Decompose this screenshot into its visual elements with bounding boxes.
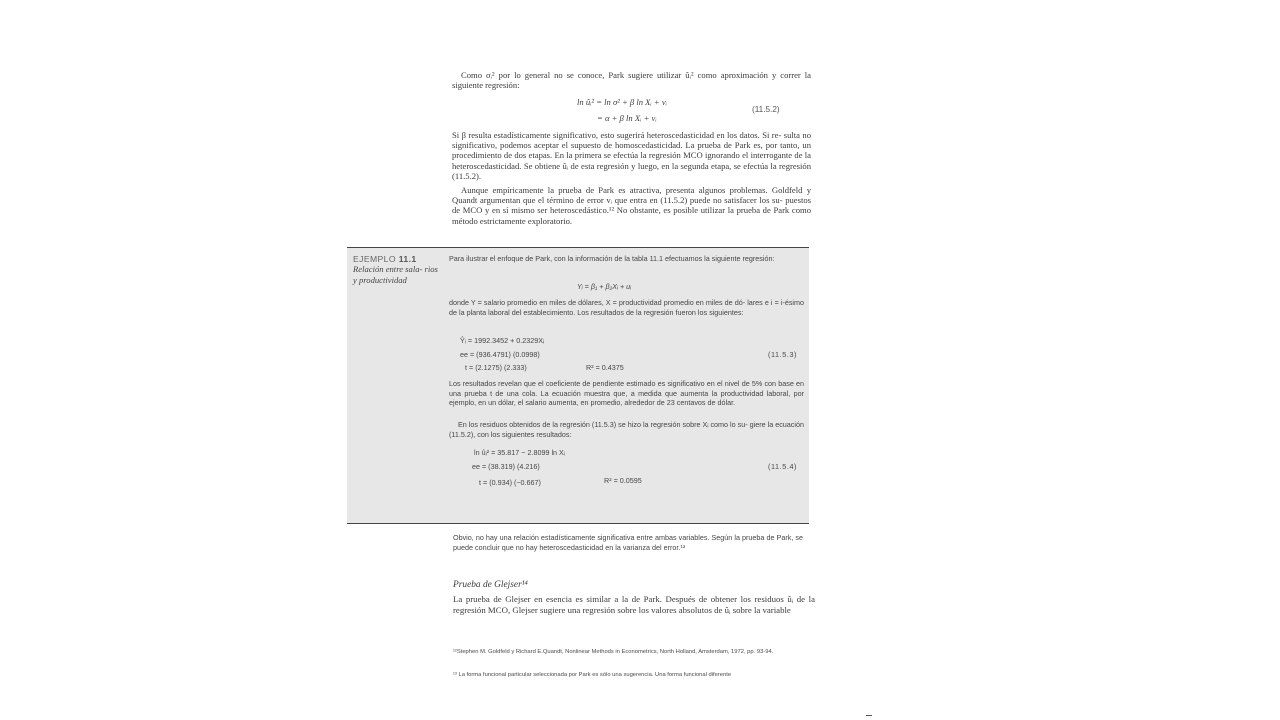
- intro-paragraph-2: Si β resulta estadísticamente significativo, esto sugerirá heteroscedasticidad en los datos. Si re- sulta no significativo, podemos aceptar el supuesto de homoscedasticidad. La prueba de Park es, por tanto, un procedimiento de dos etapas. En la primera se efectúa la regresión MCO ignorando el interrogante de la heteroscedasticidad. Se obtiene ûᵢ de esta regresión y luego, en la segunda etapa, se efectúa la regresión (11.5.2).: [452, 130, 811, 181]
- regression-1-estimates: Ŷᵢ = 1992.3452 + 0.2329Xᵢ: [460, 336, 545, 345]
- regression-1-number: (11.5.3): [768, 350, 798, 359]
- example-subtitle: Relación entre sala- rios y productividad: [353, 264, 438, 285]
- conclusion-paragraph: Obvio, no hay una relación estadísticamente significativa entre ambas variables. Según la prueba de Park, se puede concluir que no hay heteroscedasticidad en la varianza del error.¹³: [453, 533, 803, 552]
- section-heading-glejser: Prueba de Glejser¹⁴: [453, 580, 528, 590]
- regression-2-standard-errors: ee = (38.319) (4.216): [472, 462, 540, 471]
- intro-paragraph-3: Aunque empíricamente la prueba de Park es atractiva, presenta algunos problemas. Goldfeld y Quandt argumentan que el término de error vᵢ que entra en (11.5.2) puede no satisfacer los su- puestos de MCO y en sí mismo ser heteroscedástico.¹² No obstante, es posible utilizar la prueba de Park como método estrictamente exploratorio.: [452, 185, 811, 226]
- regression-2-number: (11.5.4): [768, 462, 798, 471]
- glejser-paragraph: La prueba de Glejser en esencia es similar a la de Park. Después de obtener los residuos ûᵢ de la regresión MCO, Glejser sugiere una regresión sobre los valores absolutos de ûᵢ sobre la variable: [453, 594, 815, 615]
- footnote-13: ¹³ La forma funcional particular seleccionada por Park es sólo una sugerencia. Una forma funcional diferente: [453, 672, 732, 678]
- regression-2-estimates: ln ûᵢ² = 35.817 − 2.8099 ln Xᵢ: [474, 448, 565, 457]
- regression-1-t-values: t = (2.1275) (2.333): [465, 363, 527, 372]
- equation-line-1: ln ûᵢ² = ln σ² + β ln Xᵢ + vᵢ: [577, 97, 668, 107]
- example-heading: EJEMPLO 11.1: [353, 254, 417, 264]
- page-edge-mark: [866, 715, 872, 716]
- footnote-12: ¹²Stephen M. Goldfeld y Richard E.Quandt, Nonlinear Methods in Econometrics, North Holland, Amsterdam, 1972, pp. 93-94.: [453, 649, 774, 655]
- example-paragraph-1: Para ilustrar el enfoque de Park, con la información de la tabla 11.1 efectuamos la siguiente regresión:: [449, 254, 775, 263]
- equation-line-2: = α + β ln Xᵢ + vᵢ: [597, 113, 657, 123]
- example-paragraph-2: donde Y = salario promedio en miles de dólares, X = productividad promedio en miles de dó- lares e i = i-ésimo de la planta laboral del establecimiento. Los resultados de la regresión fueron los siguientes:: [449, 298, 804, 317]
- regression-1-r-squared: R² = 0.4375: [586, 363, 624, 372]
- regression-2-t-values: t = (0.934) (−0.667): [479, 478, 541, 487]
- equation-number: (11.5.2): [752, 105, 780, 114]
- example-model-equation: Yᵢ = β₁ + β₂Xᵢ + uᵢ: [577, 282, 632, 291]
- intro-paragraph-1: Como σᵢ² por lo general no se conoce, Park sugiere utilizar ûᵢ² como aproximación y correr la siguiente regresión:: [452, 70, 811, 91]
- example-paragraph-4: En los residuos obtenidos de la regresión (11.5.3) se hizo la regresión sobre Xᵢ como lo su- giere la ecuación (11.5.2), con los siguientes resultados:: [449, 420, 804, 439]
- example-paragraph-3: Los resultados revelan que el coeficiente de pendiente estimado es significativo en el nivel de 5% con base en una prueba t de una cola. La ecuación muestra que, a medida que aumenta la productividad laboral, por ejemplo, en un dólar, el salario aumenta, en promedio, alrededor de 23 centavos de dólar.: [449, 379, 804, 408]
- regression-1-standard-errors: ee = (936.4791) (0.0998): [460, 350, 540, 359]
- example-label: [353, 254, 443, 286]
- regression-2-r-squared: R² = 0.0595: [604, 476, 642, 485]
